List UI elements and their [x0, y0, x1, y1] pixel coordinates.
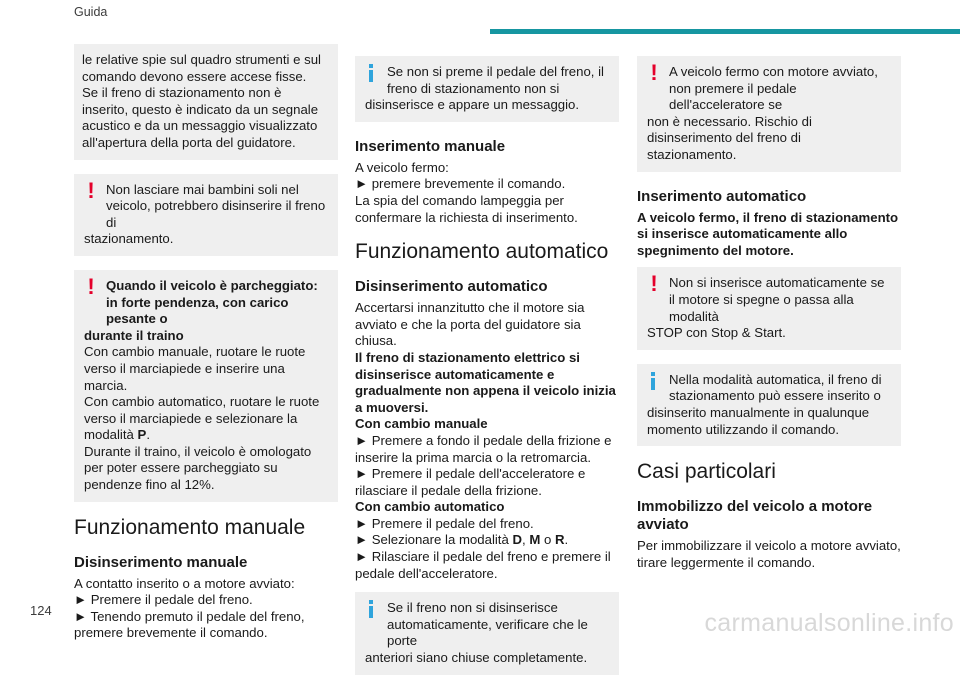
info-text-rest: disinserito manualmente in qualunque momento utilizzando il comando.	[647, 404, 870, 437]
paragraph: A veicolo fermo:	[355, 159, 449, 175]
continued-text-2: Se il freno di stazionamento non è inserito, questo è indicato da un segnale acustico e da un messaggio visualizzato all'apertura della porta del guidatore.	[82, 85, 319, 150]
step-select-mode: ► Selezionare la modalità D, M o R.	[355, 532, 569, 548]
info-box-manual-override	[637, 364, 901, 446]
watermark: carmanualsonline.info	[704, 609, 954, 637]
warning-text-first: Non si inserisce automaticamente se il motore si spegne o passa alla modalità	[669, 275, 885, 324]
column-left	[74, 44, 338, 642]
subsection-title-auto-release: Disinserimento automatico	[355, 278, 548, 296]
subsection-title-manual-release: Disinserimento manuale	[74, 553, 248, 571]
warning-icon: !	[87, 273, 95, 299]
step: ► Premere il pedale del freno.	[74, 592, 253, 608]
continued-note-box	[74, 44, 338, 160]
section-title-special-cases: Casi particolari	[637, 460, 776, 484]
info-text-rest: anteriori siano chiuse completamente.	[365, 650, 588, 666]
info-text-rest: disinserisce e appare un messaggio.	[365, 97, 580, 113]
page-number: 124	[30, 603, 52, 618]
bold-paragraph: A veicolo fermo, il freno di stazionamento si inserisce automaticamente allo spegnimento del motore.	[637, 209, 899, 258]
header-accent-bar	[490, 29, 960, 34]
warning-heading-a: Quando il veicolo è parcheggiato: in forte pendenza, con carico pesante o	[106, 277, 318, 327]
continued-text-1: le relative spie sul quadro strumenti e sul comando devono essere accese fisse.	[82, 52, 321, 84]
step: ► Tenendo premuto il pedale del freno, premere brevemente il comando.	[74, 608, 305, 641]
subsection-title-auto-apply: Inserimento automatico	[637, 187, 807, 205]
paragraph: Per immobilizzare il veicolo a motore avviato, tirare leggermente il comando.	[637, 538, 901, 570]
info-box-brake	[355, 56, 619, 122]
step: ► Premere il pedale del freno.	[355, 515, 534, 531]
step: ► Rilasciare il pedale del freno e premere il pedale dell'acceleratore.	[355, 549, 611, 581]
warning-text-first: Non lasciare mai bambini soli nel veicolo, potrebbero disinserire il freno di	[106, 181, 326, 230]
section-title-automatic: Funzionamento automatico	[355, 240, 609, 264]
step: ► premere brevemente il comando.	[355, 176, 566, 192]
warning-line-towing: Durante il traino, il veicolo è omologato per poter essere parcheggiato su pendenze fino al 12%.	[84, 443, 312, 493]
warning-text-rest: STOP con Stop & Start.	[647, 325, 786, 341]
header-title: Guida	[74, 5, 108, 19]
column-middle	[355, 56, 619, 689]
bold-paragraph: Il freno di stazionamento elettrico si disinserisce automaticamente e gradualmente non appena il veicolo inizia a muoversi.	[355, 349, 616, 415]
column-right	[637, 56, 901, 571]
warning-heading-b: durante il traino	[84, 327, 184, 343]
warning-line-manual: Con cambio manuale, ruotare le ruote verso il marciapiede e inserire una marcia.	[84, 344, 306, 393]
warning-line-automatic: Con cambio automatico, ruotare le ruote verso il marciapiede e selezionare la modalità P.	[84, 394, 320, 443]
label-manual-gearbox: Con cambio manuale	[355, 416, 488, 432]
info-icon	[651, 372, 665, 388]
warning-box-children	[74, 174, 338, 256]
paragraph: Accertarsi innanzitutto che il motore sia avviato e che la porta del guidatore sia chiusa.	[355, 300, 585, 349]
paragraph: La spia del comando lampeggia per confermare la richiesta di inserimento.	[355, 192, 578, 225]
warning-icon: !	[87, 177, 95, 203]
info-icon	[369, 600, 383, 616]
warning-icon: !	[650, 271, 658, 297]
warning-text-rest: non è necessario. Rischio di disinserimento del freno di stazionamento.	[647, 113, 812, 162]
step: ► Premere il pedale dell'acceleratore e rilasciare il pedale della frizione.	[355, 466, 586, 498]
label-automatic-gearbox: Con cambio automatico	[355, 499, 505, 515]
info-box-doors	[355, 592, 619, 674]
info-text-first: Se il freno non si disinserisce automaticamente, verificare che le porte	[387, 600, 588, 649]
info-text-first: Nella modalità automatica, il freno di stazionamento può essere inserito o	[669, 371, 882, 404]
warning-box-parking	[74, 270, 338, 502]
warning-text-rest: stazionamento.	[84, 231, 174, 247]
subsection-title-immobilising: Immobilizzo del veicolo a motore avviato	[637, 498, 873, 534]
paragraph: A contatto inserito o a motore avviato:	[74, 575, 295, 591]
step: ► Premere a fondo il pedale della frizione e inserire la prima marcia o la retromarcia.	[355, 432, 612, 465]
section-title-manual: Funzionamento manuale	[74, 515, 306, 539]
warning-icon: !	[650, 60, 658, 85]
subsection-title-manual-apply: Inserimento manuale	[355, 137, 506, 155]
warning-text-first: A veicolo fermo con motore avviato, non premere il pedale dell'acceleratore se	[669, 64, 878, 113]
info-text-first: Se non si preme il pedale del freno, il freno di stazionamento non si	[387, 64, 604, 96]
warning-box-accelerator	[637, 56, 901, 172]
warning-box-stop-start	[637, 267, 901, 349]
info-icon	[369, 64, 383, 80]
